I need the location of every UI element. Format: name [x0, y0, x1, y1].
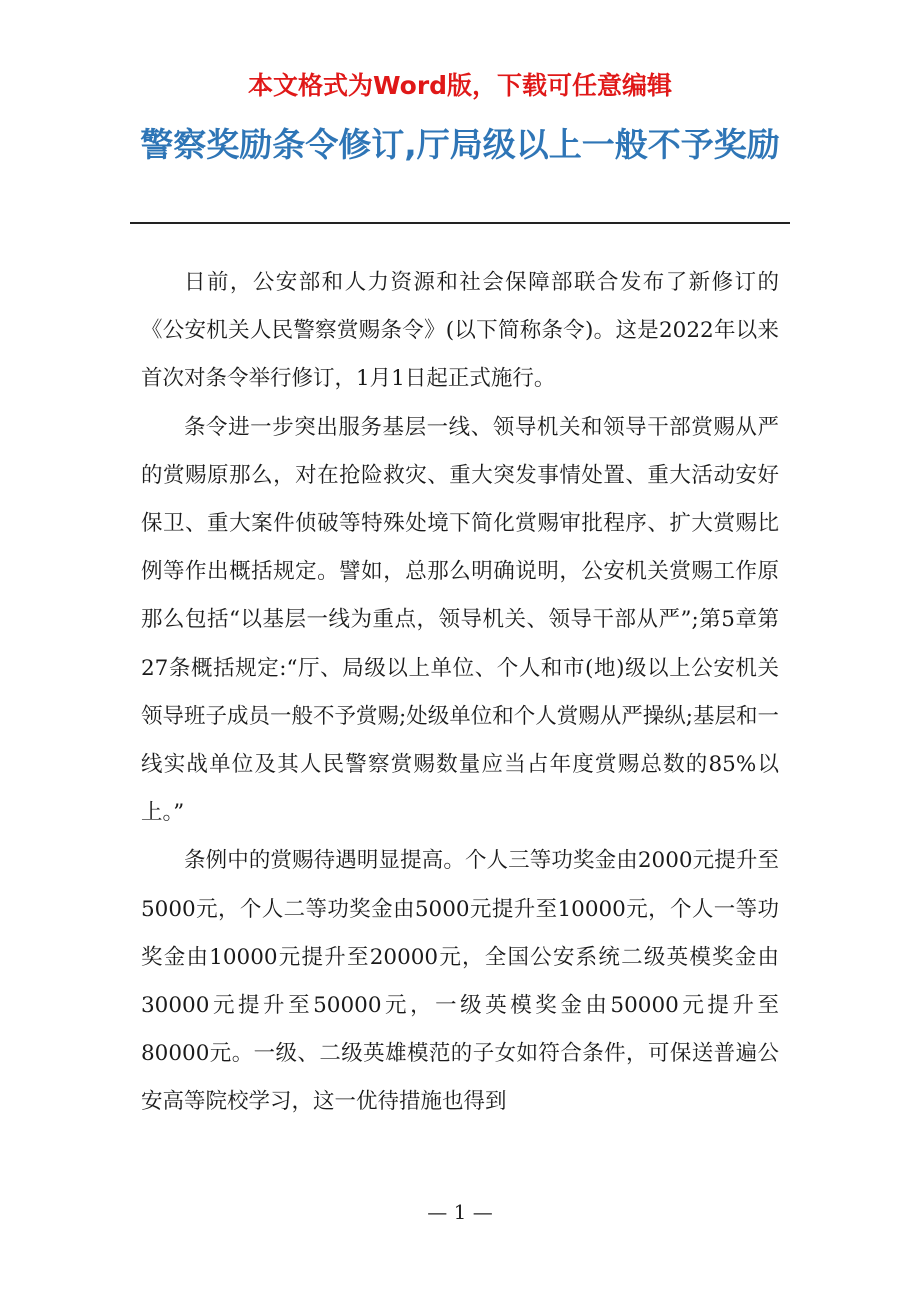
- page-number: — 1 —: [427, 1200, 493, 1224]
- download-banner: 本文格式为Word版，下载可任意编辑: [247, 71, 673, 100]
- document-body: [141, 259, 779, 1127]
- document-title: 警察奖励条令修订,厅局级以上一般不予奖励: [140, 125, 780, 164]
- title-divider: [130, 222, 790, 224]
- paragraph: 条例中的赏赐待遇明显提高。个人三等功奖金由2000元提升至5000元，个人二等功奖金由5000元提升至10000元，个人一等功奖金由10000元提升至20000元，全国公安系统二级英模奖金由30000元提升至50000元，一级英模奖金由50000元提升至80000元。一级、二级英雄模范的子女如符合条件，可保送普遍公安高等院校学习，这一优待措施也得到: [141, 848, 779, 1115]
- paragraph: 日前，公安部和人力资源和社会保障部联合发布了新修订的《公安机关人民警察赏赐条令》(以下简称条令)。这是2022年以来首次对条令举行修订，1月1日起正式施行。: [141, 270, 779, 392]
- paragraph: 条令进一步突出服务基层一线、领导机关和领导干部赏赐从严的赏赐原那么，对在抢险救灾、重大突发事情处置、重大活动安好保卫、重大案件侦破等特殊处境下简化赏赐审批程序、扩大赏赐比例等作出概括规定。譬如，总那么明确说明，公安机关赏赐工作原那么包括“以基层一线为重点，领导机关、领导干部从严”;第5章第27条概括规定:“厅、局级以上单位、个人和市(地)级以上公安机关领导班子成员一般不予赏赐;处级单位和个人赏赐从严操纵;基层和一线实战单位及其人民警察赏赐数量应当占年度赏赐总数的85%以上。”: [141, 414, 779, 826]
